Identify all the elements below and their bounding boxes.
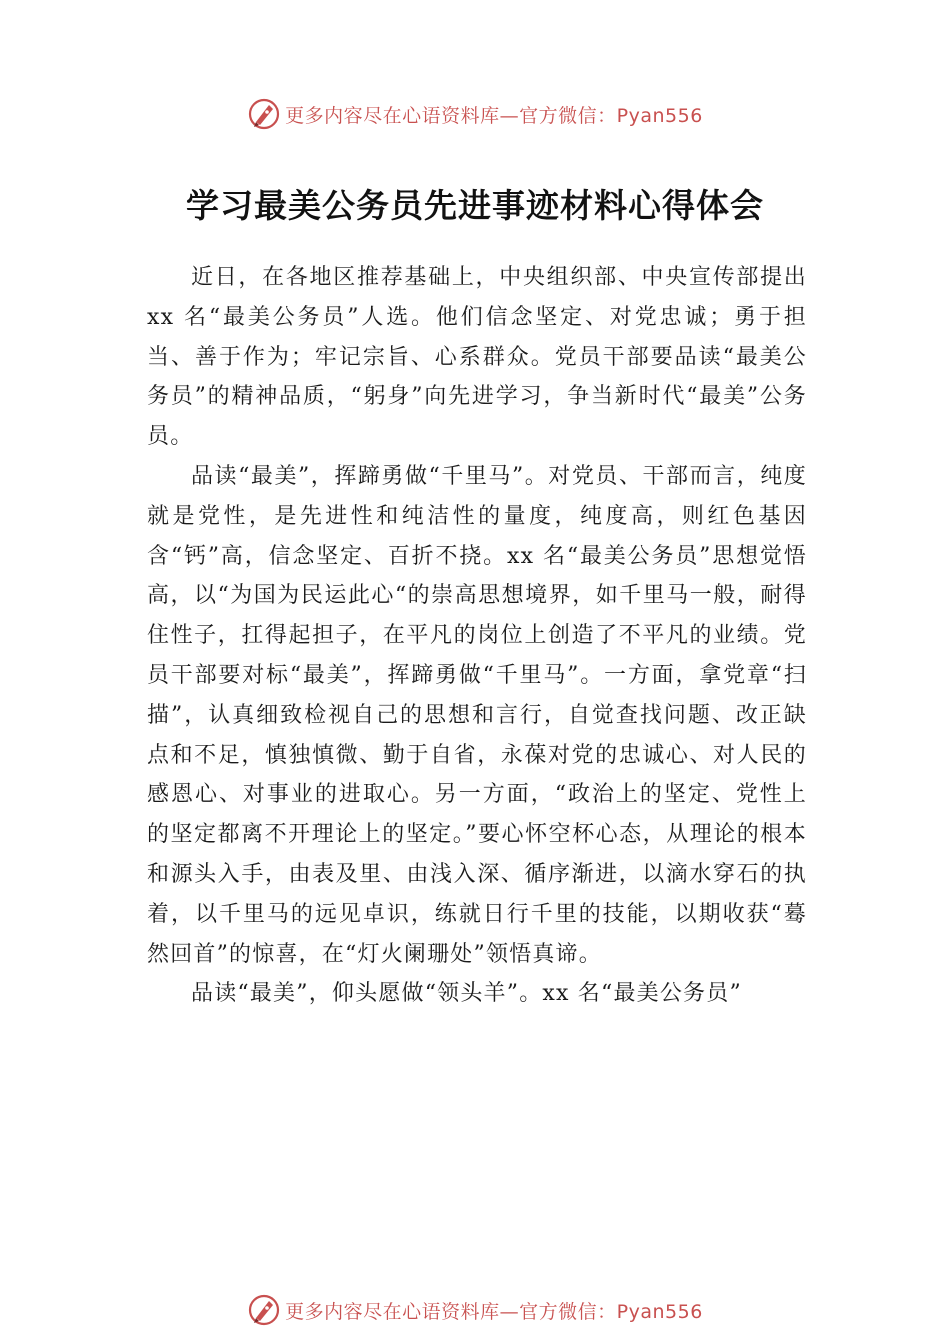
paragraph-2: 品读“最美”，挥蹄勇做“千里马”。对党员、干部而言，纯度就是党性，是先进性和纯洁性的量度，纯度高，则红色基因含“钙”高，信念坚定、百折不挠。xx 名“最美公务员”思想觉悟高，以“为国为民运此心“的崇高思想境界，如千里马一般，耐得住性子，扛得起担子，在平凡的岗位上创造了不平凡的业绩。党员干部要对标“最美”，挥蹄勇做“千里马”。一方面，拿党章“扫描”，认真细致检视自己的思想和言行，自觉查找问题、改正缺点和不足，慎独慎微、勤于自省，永葆对党的忠诚心、对人民的感恩心、对事业的进取心。另一方面，“政治上的坚定、党性上的坚定都离不开理论上的坚定。”要心怀空杯心态，从理论的根本和源头入手，由表及里、由浅入深、循序渐进，以滴水穿石的执着，以千里马的远见卓识，练就日行千里的技能，以期收获“蓦然回首”的惊喜，在“灯火阑珊处”领悟真谛。: [147, 463, 807, 967]
footer-banner: [0, 1290, 950, 1330]
pen-nib-logo-icon: [247, 97, 281, 131]
header-banner-label: 更多内容尽在心语资料库—官方微信：: [285, 104, 617, 127]
header-banner-text: [285, 101, 703, 128]
document-body: [147, 258, 807, 1014]
footer-banner-handle: Pyan556: [616, 1300, 703, 1323]
header-banner-handle: Pyan556: [616, 104, 703, 127]
header-banner: [0, 94, 950, 134]
document-title: 学习最美公务员先进事迹材料心得体会: [186, 186, 764, 225]
paragraph-3: 品读“最美”，仰头愿做“领头羊”。xx 名“最美公务员”: [191, 981, 742, 1007]
pen-nib-logo-icon: [247, 1293, 281, 1327]
footer-banner-label: 更多内容尽在心语资料库—官方微信：: [285, 1300, 617, 1323]
paragraph-1: 近日，在各地区推荐基础上，中央组织部、中央宣传部提出 xx 名“最美公务员”人选。他们信念坚定、对党忠诚；勇于担当、善于作为；牢记宗旨、心系群众。党员干部要品读“最美公务员”的精神品质，“躬身”向先进学习，争当新时代“最美”公务员。: [147, 265, 807, 450]
footer-banner-text: [285, 1297, 703, 1324]
